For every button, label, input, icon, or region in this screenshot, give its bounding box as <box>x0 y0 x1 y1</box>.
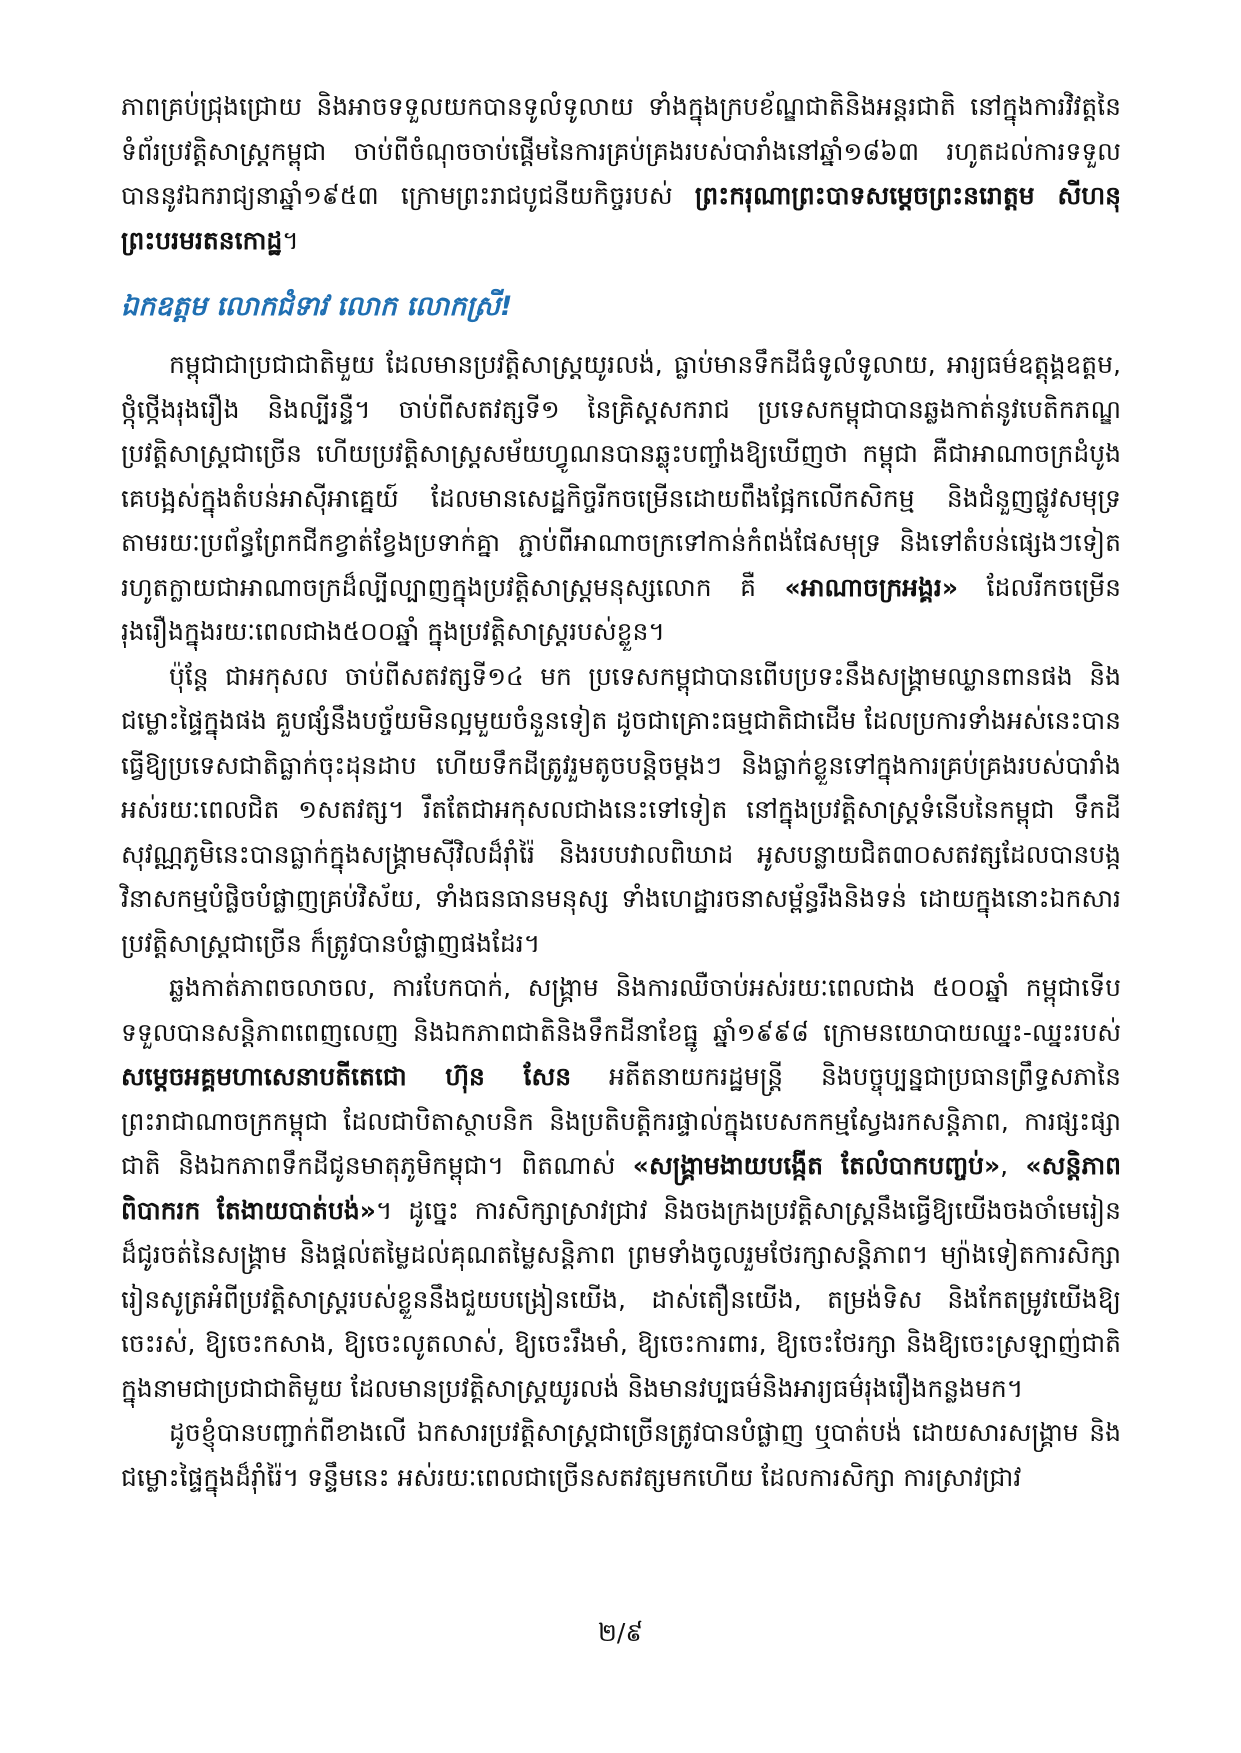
hun-sen-title: សម្ដេចអគ្គមហាសេនាបតីតេជោ ហ៊ុន សែន <box>121 1062 572 1091</box>
paragraph-1-text: ភាពគ្រប់ជ្រុងជ្រោយ និងអាចទទួលយកបានទូលំទូលាយ ទាំងក្នុងក្របខ័ណ្ឌជាតិនិងអន្តរជាតិ នៅក្នុងការវិវត្តនៃទំព័រប្រវត្តិសាស្ត្រកម្ពុជា ចាប់ពីចំណុចចាប់ផ្ដើមនៃការគ្រប់គ្រងរបស់បារាំងនៅឆ្នាំ១៨៦៣ រហូតដល់ការទទួលបាននូវឯករាជ្យនាឆ្នាំ១៩៥៣ ក្រោមព្រះរាជបូជនីយកិច្ចរបស់ <box>121 92 1121 210</box>
angkor-empire-term: «អាណាចក្រអង្គរ» <box>784 572 959 602</box>
paragraph-2-end: ដែលរីកចម្រើនរុងរឿងក្នុងរយៈពេលជាង៥០០ឆ្នាំ ក្នុងប្រវត្តិសាស្ត្ររបស់ខ្លួន។ <box>121 572 1121 646</box>
paragraph-4-text-3: , <box>1000 1151 1026 1180</box>
paragraph-2 <box>121 343 1121 655</box>
paragraph-1-end: ។ <box>282 225 299 255</box>
paragraph-5: ដូចខ្ញុំបានបញ្ជាក់ពីខាងលើ ឯកសារប្រវត្តិសាស្ត្រជាច្រើនត្រូវបានបំផ្លាញ ឬបាត់បង់ ដោយសារសង្គ្រាម និងជម្លោះផ្ទៃក្នុងដ៏រ៉ាំរ៉ៃ។ ទន្ទឹមនេះ អស់រយៈពេលជាច្រើនសតវត្សមកហើយ ដែលការសិក្សា ការស្រាវជ្រាវ <box>121 1418 1121 1492</box>
section-heading: ឯកឧត្តម លោកជំទាវ លោក លោកស្រី! <box>121 291 513 322</box>
peace-quote: «សន្តិភាពពិបាករក តែងាយបាត់បង់» <box>121 1151 1121 1225</box>
paragraph-1 <box>121 85 1121 263</box>
document-body <box>121 85 1121 1500</box>
paragraph-4-text-2: អតីតនាយករដ្ឋមន្ត្រី និងបច្ចុប្បន្នជាប្រធានព្រឹទ្ធសភានៃព្រះរាជាណាចក្រកម្ពុជា ដែលជាបិតាស្ថាបនិក និងប្រតិបត្តិករផ្ទាល់ក្នុងបេសកកម្មស្វែងរកសន្តិភាព, ការផ្សះផ្សាជាតិ និងឯកភាពទឹកដីជូនមាតុភូមិកម្ពុជា។ ពិតណាស់ <box>121 1062 1121 1180</box>
king-title: ព្រះករុណាព្រះបាទសម្ដេចព្រះនរោត្តម សីហនុ ព្រះបរមរតនកោដ្ឋ <box>121 181 1121 255</box>
paragraph-2-text: កម្ពុជាជាប្រជាជាតិមួយ ដែលមានប្រវត្តិសាស្ត្រយូរលង់, ធ្លាប់មានទឹកដីធំទូលំទូលាយ, អារ្យធម៌ឧត្តុង្គឧត្តម, ថ្កុំថ្កើងរុងរឿង និងល្បីរន្ទឺ។ ចាប់ពីសតវត្សទី១ នៃគ្រិស្តសករាជ ប្រទេសកម្ពុជាបានឆ្លងកាត់នូវបេតិកភណ្ឌប្រវត្តិសាស្ត្រជាច្រើន ហើយប្រវត្តិសាស្ត្រសម័យហ្វូណនបានឆ្លុះបញ្ចាំងឱ្យឃើញថា កម្ពុជា គឺជាអាណាចក្រដំបូងគេបង្អស់ក្នុងតំបន់អាស៊ីអាគ្នេយ៍ ដែលមានសេដ្ឋកិច្ចរីកចម្រើនដោយពឹងផ្អែកលើកសិកម្ម និងជំនួញផ្លូវសមុទ្រតាមរយៈប្រព័ន្ធព្រែកជីកខ្វាត់ខ្វែងប្រទាក់គ្នា ភ្ជាប់ពីអាណាចក្រទៅកាន់កំពង់ផែសមុទ្រ និងទៅតំបន់ផ្សេងៗទៀត រហូតក្លាយជាអាណាចក្រដ៏ល្បីល្បាញក្នុងប្រវត្តិសាស្ត្រមនុស្សលោក គឺ <box>121 350 1121 602</box>
paragraph-4-text-4: ។ ដូច្នេះ ការសិក្សាស្រាវជ្រាវ និងចងក្រងប្រវត្តិសាស្ត្រនឹងធ្វើឱ្យយើងចងចាំមេរៀនដ៏ជូរចត់នៃសង្គ្រាម និងផ្ដល់តម្លៃដល់គុណតម្លៃសន្តិភាព ព្រមទាំងចូលរួមថែរក្សាសន្តិភាព។ ម្យ៉ាងទៀតការសិក្សា រៀនសូត្រអំពីប្រវត្តិសាស្ត្ររបស់ខ្លួននឹងជួយបង្រៀនយើង, ដាស់តឿនយើង, តម្រង់ទិស និងកែតម្រូវយើងឱ្យចេះរស់, ឱ្យចេះកសាង, ឱ្យចេះលូតលាស់, ឱ្យចេះរឹងមាំ, ឱ្យចេះការពារ, ឱ្យចេះថែរក្សា និងឱ្យចេះស្រឡាញ់ជាតិ ក្នុងនាមជាប្រជាជាតិមួយ ដែលមានប្រវត្តិសាស្ត្រយូរលង់ និងមានវប្បធម៌និងអារ្យធម៌រុងរឿងកន្លងមក។ <box>121 1195 1121 1403</box>
paragraph-4-text-1: ឆ្លងកាត់ភាពចលាចល, ការបែកបាក់, សង្គ្រាម និងការឈឺចាប់អស់រយៈពេលជាង ៥០០ឆ្នាំ កម្ពុជាទើបទទួលបានសន្តិភាពពេញលេញ និងឯកភាពជាតិនិងទឹកដីនាខែធ្នូ ឆ្នាំ១៩៩៨ ក្រោមនយោបាយឈ្នះ-ឈ្នះរបស់ <box>121 973 1121 1047</box>
paragraph-4 <box>121 966 1121 1411</box>
paragraph-3: ប៉ុន្តែ ជាអកុសល ចាប់ពីសតវត្សទី១៤ មក ប្រទេសកម្ពុជាបានពើបប្រទះនឹងសង្គ្រាមឈ្លានពានផង និងជម្លោះផ្ទៃក្នុងផង គួបផ្សំនឹងបច្ច័យមិនល្អមួយចំនួនទៀត ដូចជាគ្រោះធម្មជាតិជាដើម ដែលប្រការទាំងអស់នេះបានធ្វើឱ្យប្រទេសជាតិធ្លាក់ចុះដុនដាប ហើយទឹកដីត្រូវរួមតូចបន្តិចម្ដងៗ និងធ្លាក់ខ្លួនទៅក្នុងការគ្រប់គ្រងរបស់បារាំងអស់រយៈពេលជិត ១សតវត្ស។ រឹតតែជាអកុសលជាងនេះទៅទៀត នៅក្នុងប្រវត្តិសាស្ត្រទំនើបនៃកម្ពុជា ទឹកដីសុវណ្ណភូមិនេះបានធ្លាក់ក្នុងសង្គ្រាមស៊ីវិលដ៏រ៉ាំរ៉ៃ និងរបបវាលពិឃាដ អូសបន្លាយជិត៣០សតវត្សដែលបានបង្កវិនាសកម្មបំផ្លិចបំផ្លាញគ្រប់វិស័យ, ទាំងធនធានមនុស្ស ទាំងហេដ្ឋារចនាសម្ព័ន្ធរឹងនិងទន់ ដោយក្នុងនោះឯកសារប្រវត្តិសាស្ត្រជាច្រើន ក៏ត្រូវបានបំផ្លាញផងដែរ។ <box>121 661 1121 958</box>
war-quote: «សង្គ្រាមងាយបង្កើត តែលំបាកបញ្ចប់» <box>632 1151 1001 1180</box>
page-number: ២/៩ <box>597 1618 644 1647</box>
